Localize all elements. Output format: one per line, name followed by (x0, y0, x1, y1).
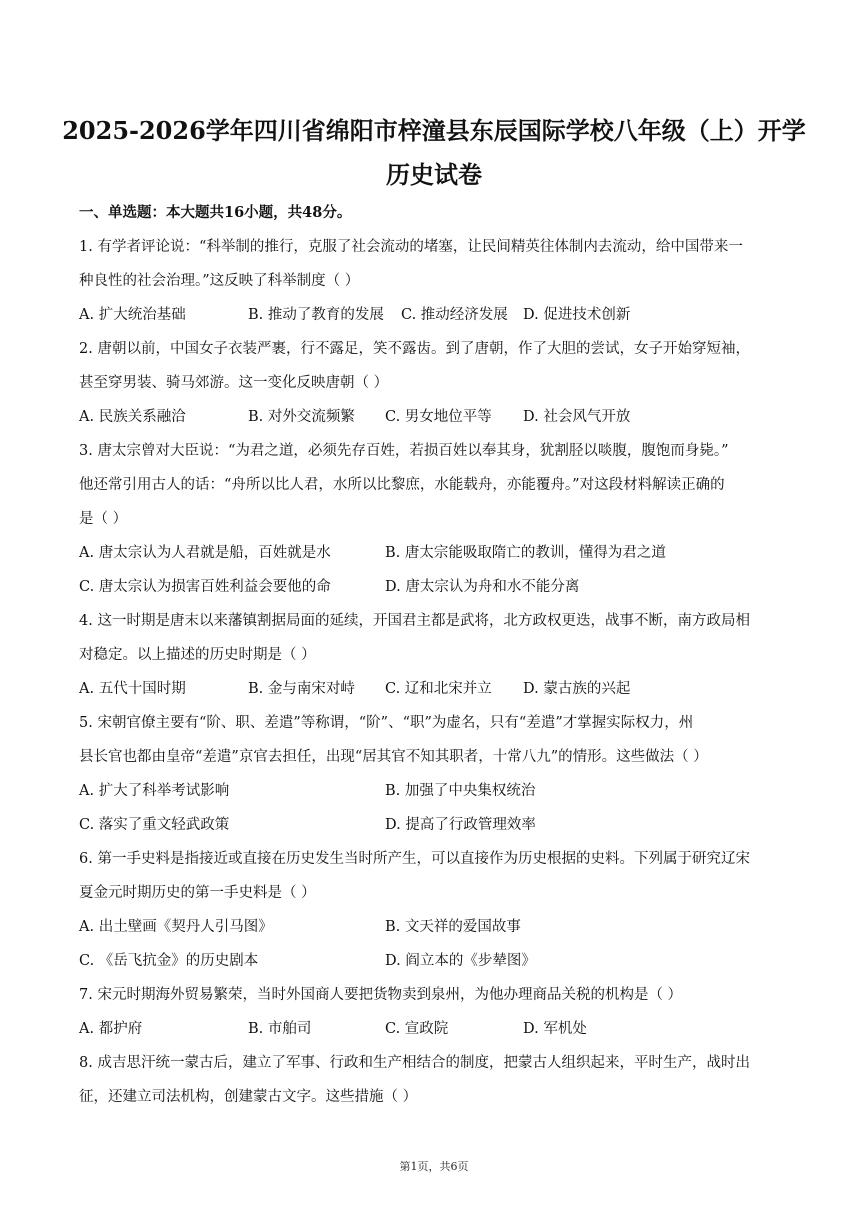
question-2-line-1: 2. 唐朝以前，中国女子衣装严裹，行不露足，笑不露齿。到了唐朝，作了大胆的尝试，女子开始穿短袖， (79, 341, 750, 357)
question-7-option-d: D. 军机处 (523, 1021, 587, 1037)
question-3-option-c: C. 唐太宗认为损害百姓利益会要他的命 (79, 579, 331, 595)
question-6-option-a: A. 出土壁画《契丹人引马图》 (79, 919, 273, 935)
question-3-line-1: 3. 唐太宗曾对大臣说：“为君之道，必须先存百姓，若损百姓以奉其身，犹割胫以啖腹，腹饱而身毙。” (79, 443, 729, 459)
question-6-option-d: D. 阎立本的《步辇图》 (385, 953, 536, 969)
question-2-option-b: B. 对外交流频繁 (248, 409, 355, 425)
question-6-line-2: 夏金元时期历史的第一手史料是（ ） (79, 885, 316, 901)
question-6-option-c: C. 《岳飞抗金》的历史剧本 (79, 953, 259, 969)
question-7-option-b: B. 市舶司 (248, 1021, 312, 1037)
question-5-option-c: C. 落实了重文轻武政策 (79, 817, 230, 833)
question-8-line-2: 征，还建立司法机构，创建蒙古文字。这些措施（ ） (79, 1089, 418, 1105)
question-4-option-b: B. 金与南宋对峙 (248, 681, 355, 697)
question-2-line-2: 甚至穿男装、骑马郊游。这一变化反映唐朝（ ） (79, 375, 389, 391)
question-1-option-a: A. 扩大统治基础 (79, 307, 186, 323)
question-6-line-1: 6. 第一手史料是指接近或直接在历史发生当时所产生，可以直接作为历史根据的史料。下列属于研究辽宋 (79, 851, 750, 867)
question-1-option-c: C. 推动经济发展 (401, 307, 508, 323)
question-5-line-2: 县长官也都由皇帝“差遣”京官去担任，出现“居其官不知其职者，十常八九”的情形。这些做法（ ） (79, 749, 708, 765)
question-1-line-2: 种良性的社会治理。”这反映了科举制度（ ） (79, 273, 360, 289)
question-4-option-c: C. 辽和北宋并立 (385, 681, 492, 697)
question-2-option-c: C. 男女地位平等 (385, 409, 492, 425)
question-5-line-1: 5. 宋朝官僚主要有“阶、职、差遣”等称谓，“阶”、“职”为虚名，只有“差遣”才掌握实际权力，州 (79, 715, 694, 731)
question-5-option-b: B. 加强了中央集权统治 (385, 783, 536, 799)
question-7-option-c: C. 宣政院 (385, 1021, 449, 1037)
question-3-line-3: 是（ ） (79, 511, 128, 527)
question-1-option-d: D. 促进技术创新 (523, 307, 631, 323)
section-heading: 一、单选题：本大题共16小题，共48分。 (79, 204, 352, 221)
question-5-option-d: D. 提高了行政管理效率 (385, 817, 536, 833)
question-6-option-b: B. 文天祥的爱国故事 (385, 919, 521, 935)
question-2-option-a: A. 民族关系融洽 (79, 409, 186, 425)
page-footer: 第1页，共6页 (399, 1160, 469, 1173)
question-1-line-1: 1. 有学者评论说：“科举制的推行，克服了社会流动的堵塞，让民间精英往体制内去流动，给中国带来一 (79, 239, 743, 255)
question-3-option-d: D. 唐太宗认为舟和水不能分离 (385, 579, 580, 595)
question-7-line-1: 7. 宋元时期海外贸易繁荣，当时外国商人要把货物卖到泉州，为他办理商品关税的机构是（ ） (79, 987, 683, 1003)
question-5-option-a: A. 扩大了科举考试影响 (79, 783, 230, 799)
question-1-option-b: B. 推动了教育的发展 (248, 307, 384, 323)
question-7-option-a: A. 都护府 (79, 1021, 143, 1037)
exam-title-line2: 历史试卷 (386, 160, 482, 189)
question-4-line-1: 4. 这一时期是唐末以来藩镇割据局面的延续，开国君主都是武将，北方政权更迭，战事不断，南方政局相 (79, 613, 750, 629)
exam-title-line1: 2025-2026学年四川省绵阳市梓潼县东辰国际学校八年级（上）开学 (62, 116, 806, 145)
question-2-option-d: D. 社会风气开放 (523, 409, 631, 425)
question-4-option-d: D. 蒙古族的兴起 (523, 681, 631, 697)
question-8-line-1: 8. 成吉思汗统一蒙古后，建立了军事、行政和生产相结合的制度，把蒙古人组织起来，平时生产，战时出 (79, 1055, 750, 1071)
question-3-option-a: A. 唐太宗认为人君就是船，百姓就是水 (79, 545, 331, 561)
question-4-option-a: A. 五代十国时期 (79, 681, 186, 697)
question-3-line-2: 他还常引用古人的话：“舟所以比人君，水所以比黎庶，水能载舟，亦能覆舟。”对这段材料解读正确的 (79, 477, 725, 493)
question-4-line-2: 对稳定。以上描述的历史时期是（ ） (79, 647, 316, 663)
question-3-option-b: B. 唐太宗能吸取隋亡的教训，懂得为君之道 (385, 545, 666, 561)
